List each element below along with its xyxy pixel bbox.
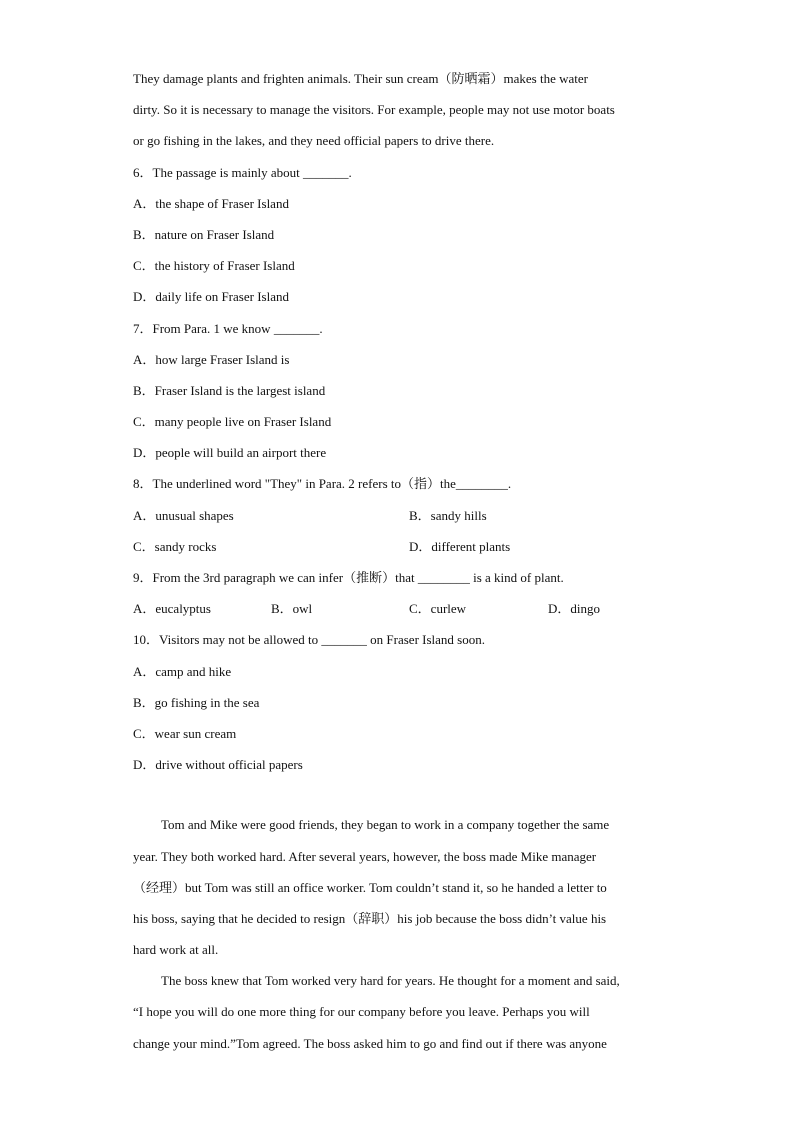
question-stem: 8．The underlined word "They" in Para. 2 refers to（指）the________.	[133, 476, 512, 492]
option-d: D．different plants	[409, 538, 511, 554]
option-c: C．the history of Fraser Island	[133, 258, 295, 274]
question-stem: 7．From Para. 1 we know _______.	[133, 320, 323, 336]
option-c: C．wear sun cream	[133, 725, 237, 741]
text-line: Tom and Mike were good friends, they began to work in a company together the same	[161, 817, 610, 833]
text-line: “I hope you will do one more thing for our company before you leave. Perhaps you will	[133, 1004, 590, 1020]
option-b: B．Fraser Island is the largest island	[133, 382, 326, 398]
option-row	[133, 531, 663, 562]
option-d: D．dingo	[548, 601, 601, 617]
text-line: his boss, saying that he decided to resign（辞职）his job because the boss didn’t value his	[133, 910, 607, 926]
option-b: B．nature on Fraser Island	[133, 226, 275, 242]
option-b: B．go fishing in the sea	[133, 694, 260, 710]
question-7	[133, 313, 663, 469]
option-a: A．how large Fraser Island is	[133, 351, 290, 367]
option-d: D．daily life on Fraser Island	[133, 289, 289, 305]
option-c: C．curlew	[409, 601, 467, 617]
option-b: B．sandy hills	[409, 507, 487, 523]
question-stem: 9．From the 3rd paragraph we can infer（推断）that ________ is a kind of plant.	[133, 570, 564, 585]
option-row	[133, 593, 663, 624]
option-b: B．owl	[271, 601, 313, 617]
document-page	[133, 63, 663, 1059]
option-a: A．camp and hike	[133, 663, 232, 679]
passage2	[133, 809, 663, 1059]
question-10	[133, 624, 663, 780]
question-8	[133, 468, 663, 562]
section-gap	[133, 780, 663, 809]
option-d: D．people will build an airport there	[133, 445, 327, 461]
option-a: A．the shape of Fraser Island	[133, 195, 289, 211]
text-line: change your mind.”Tom agreed. The boss asked him to go and find out if there was anyone	[133, 1035, 607, 1051]
text-line: year. They both worked hard. After several years, however, the boss made Mike manager	[133, 848, 597, 864]
passage1-tail	[133, 63, 663, 157]
option-c: C．sandy rocks	[133, 538, 217, 554]
question-9	[133, 562, 663, 624]
option-c: C．many people live on Fraser Island	[133, 414, 332, 430]
text-line: hard work at all.	[133, 942, 219, 958]
question-stem: 6．The passage is mainly about _______.	[133, 164, 352, 180]
text-line: （经理）but Tom was still an office worker. Tom couldn’t stand it, so he handed a letter to	[133, 879, 607, 895]
question-stem: 10．Visitors may not be allowed to _______ on Fraser Island soon.	[133, 632, 485, 648]
text-line: They damage plants and frighten animals. Their sun cream（防晒霜）makes the water	[133, 71, 588, 86]
text-line: or go fishing in the lakes, and they need official papers to drive there.	[133, 133, 495, 149]
option-row	[133, 500, 663, 531]
question-6	[133, 157, 663, 313]
option-a: A．unusual shapes	[133, 507, 234, 523]
option-a: A．eucalyptus	[133, 601, 211, 617]
option-d: D．drive without official papers	[133, 757, 303, 773]
text-line: The boss knew that Tom worked very hard for years. He thought for a moment and said,	[161, 973, 620, 989]
text-line: dirty. So it is necessary to manage the visitors. For example, people may not use motor boats	[133, 102, 615, 118]
